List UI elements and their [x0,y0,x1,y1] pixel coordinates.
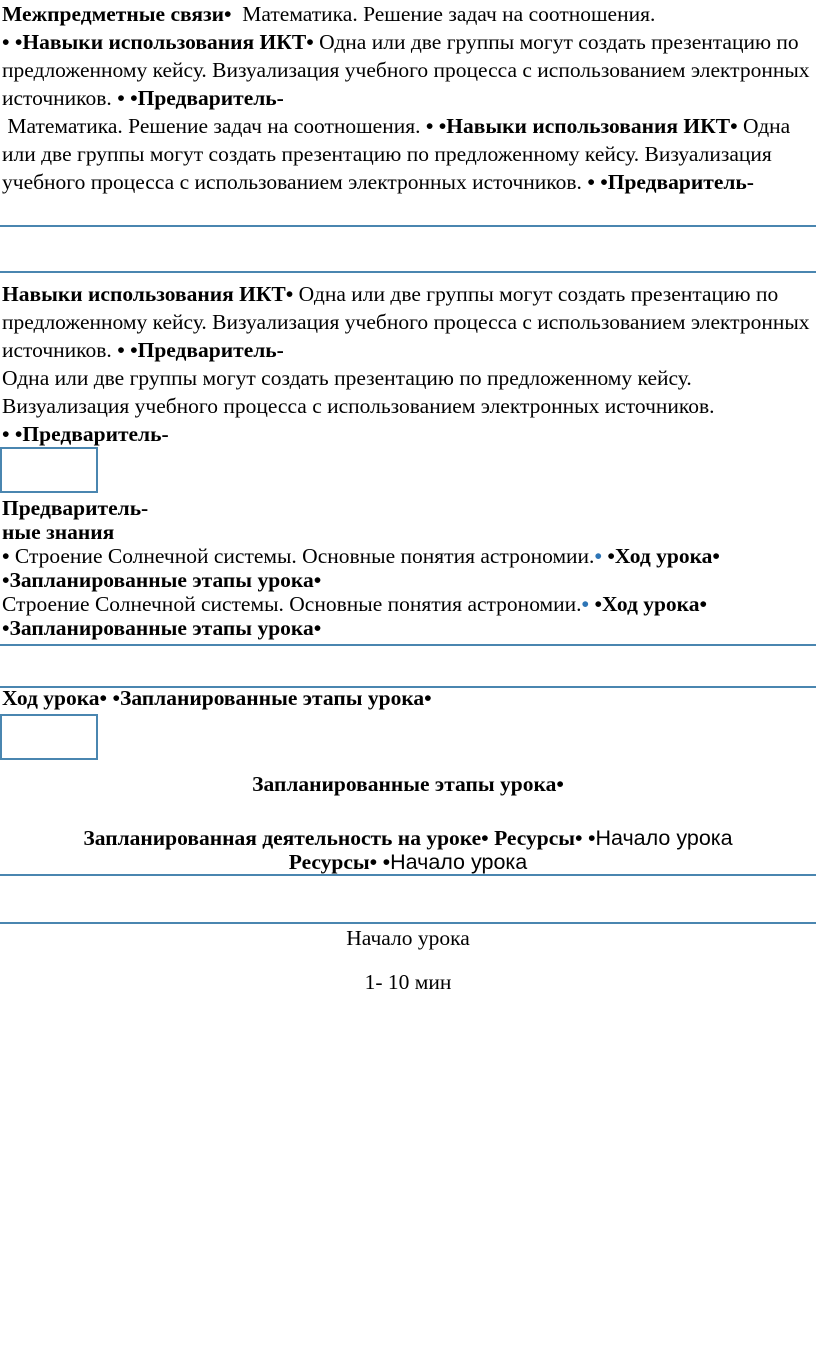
label-prior: •Предваритель- [130,338,284,362]
section-duration [2,968,814,996]
text-duration: 1- 10 мин [364,970,452,994]
text-math: Математика. Решение задач на соотношения. [242,2,656,26]
bullet-icon: • [730,114,738,138]
label-ict: •Навыки использования ИКТ [14,30,307,54]
text-topic: Строение Солнечной системы. Основные понятия астрономии. [2,592,582,616]
label-stages: •Запланированные этапы урока [2,568,314,592]
label-prior: •Предваритель- [14,422,169,446]
empty-cell [0,714,98,760]
section-lesson-start [2,924,814,952]
bullet-icon: • [699,592,708,616]
text-lesson-start: Начало урока [346,926,470,950]
section-interdisciplinary [2,0,814,196]
bullet-icon: • [2,422,10,446]
bullet-icon: • [117,86,125,110]
label-lesson: •Ход урока [607,544,713,568]
bullet-icon: • [99,686,108,710]
label-interdisciplinary: Межпредметные связи [2,2,224,26]
bullet-icon: • [2,544,10,568]
label-prior: •Предваритель- [130,86,284,110]
label-ict: •Навыки использования ИКТ [438,114,731,138]
heading-prior-knowledge: Предваритель- ные знания [2,496,149,544]
paragraph [2,826,814,874]
divider [0,271,816,273]
bullet-icon: • [424,686,432,710]
label-activity: Запланированная деятельность на уроке [83,826,482,850]
bullet-icon: • [285,282,294,306]
bullet-icon: • [313,568,322,592]
label-stages: •Запланированные этапы урока [2,616,314,640]
text-ict: Одна или две группы могут создать презентацию по предложенному кейсу. Визуализация учебного процесса с использованием электронных источников. [2,114,791,194]
paragraph [2,0,814,196]
label-lesson: Ход урока [2,686,100,710]
label-ict: Навыки использования ИКТ [2,282,286,306]
bullet-icon: • [556,772,564,796]
divider [0,874,816,876]
bullet-icon: • [575,826,583,850]
bullet-icon: • [306,30,314,54]
paragraph [2,280,814,448]
section-lesson [2,684,814,712]
section-ict [2,280,814,448]
text-ict-repeat: Одна или две группы могут создать презентацию по предложенному кейсу. Визуализация учебного процесса с использованием электронных источников. [2,366,715,418]
section-prior-knowledge [2,496,814,640]
bullet-icon: • [313,616,322,640]
divider [0,225,816,227]
bullet-icon: • [2,30,10,54]
empty-cell [0,447,98,493]
text-lesson-start: •Начало урока [382,850,528,874]
section-planned-stages [2,770,814,798]
label-lesson: •Ход урока [594,592,700,616]
label-resources: Ресурсы [288,850,370,874]
bullet-icon: • [117,338,125,362]
text-ict: Одна или две группы могут создать презентацию по предложенному кейсу. Визуализация учебного процесса с использованием электронных источников. [2,30,810,110]
paragraph [2,544,814,640]
text-math-repeat: Математика. Решение задач на соотношения. [7,114,421,138]
divider [0,644,816,646]
text-ict: Одна или две группы могут создать презентацию по предложенному кейсу. Визуализация учебного процесса с использованием электронных источников. [2,282,810,362]
text-topic: Строение Солнечной системы. Основные понятия астрономии. [14,544,595,568]
heading-stages: Запланированные этапы урока• [252,772,564,796]
label-resources: Ресурсы [494,826,576,850]
bullet-icon: • [581,592,590,616]
label-prior: •Предваритель- [600,170,754,194]
text-lesson-start: •Начало урока [587,826,733,850]
bullet-icon: • [224,2,232,26]
bullet-icon: • [712,544,720,568]
label-stages: •Запланированные этапы урока [112,686,425,710]
bullet-icon: • [425,114,434,138]
bullet-icon: • [594,544,602,568]
bullet-icon: • [369,850,378,874]
paragraph [2,684,814,712]
bullet-icon: • [587,170,595,194]
bullet-icon: • [481,826,489,850]
section-activity [2,826,814,874]
